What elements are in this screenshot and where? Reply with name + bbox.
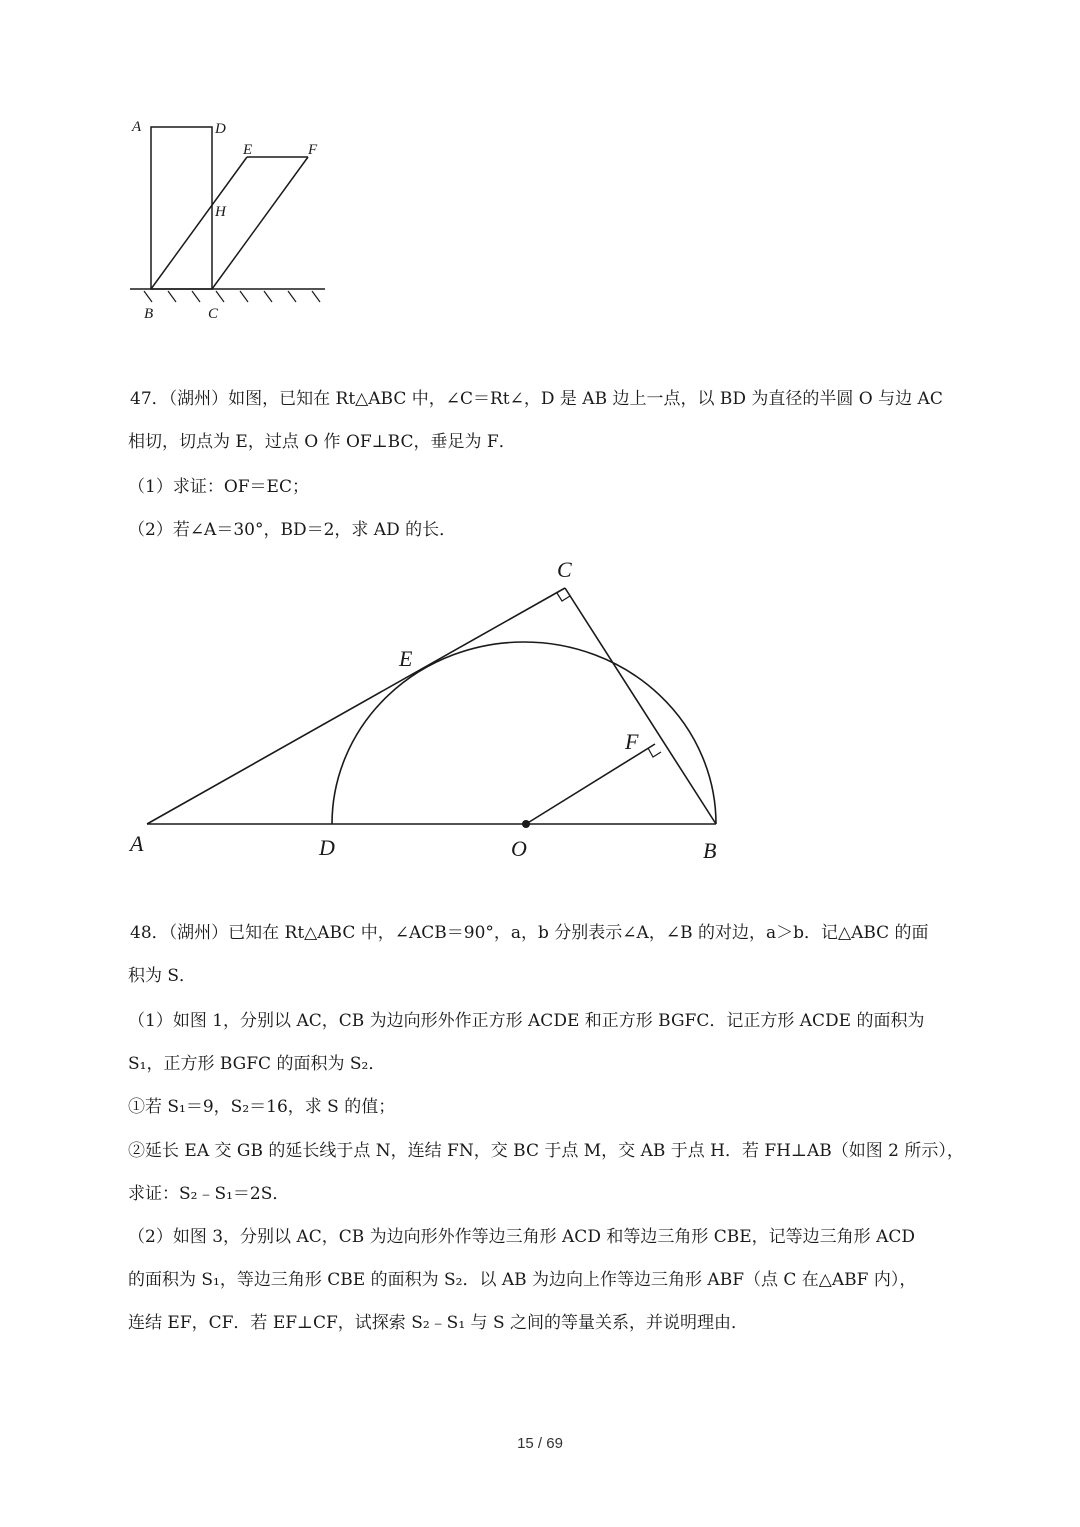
label-O: O [511, 836, 527, 861]
label-C: C [208, 306, 219, 322]
q48-line: ②延长 EA 交 GB 的延长线于点 N，连结 FN，交 BC 于点 M，交 AB 于点 H．若 FH⊥AB（如图 2 所示）， [128, 1141, 964, 1161]
figure-wall-parallelogram [130, 127, 325, 302]
label-E: E [243, 142, 253, 158]
label-E: E [399, 646, 413, 671]
label-D: D [215, 121, 226, 137]
q48-line: 48．（湖州）已知在 Rt△ABC 中，∠ACB＝90°，a，b 分别表示∠A，∠B 的对边，a＞b．记△ABC 的面 [130, 923, 929, 943]
figure2-labels [128, 557, 716, 863]
label-F: F [625, 729, 639, 754]
label-A: A [130, 831, 144, 856]
label-D: D [319, 835, 335, 860]
q48-line: S₁，正方形 BGFC 的面积为 S₂． [128, 1054, 386, 1074]
label-B: B [703, 838, 717, 863]
q47-part2: （2）若∠A＝30°，BD＝2，求 AD 的长． [128, 520, 457, 540]
figure1-labels [131, 119, 318, 322]
label-B: B [144, 306, 154, 322]
q47-line: 相切，切点为 E，过点 O 作 OF⊥BC，垂足为 F． [128, 432, 516, 452]
q48-line: ①若 S₁＝9，S₂＝16，求 S 的值； [128, 1097, 396, 1117]
q48-line: 连结 EF，CF．若 EF⊥CF，试探索 S₂﹣S₁ 与 S 之间的等量关系，并说明理由． [128, 1313, 748, 1333]
q47-part1: （1）求证：OF＝EC； [128, 477, 309, 497]
q47-line: 47．（湖州）如图，已知在 Rt△ABC 中，∠C＝Rt∠，D 是 AB 边上一点，以 BD 为直径的半圆 O 与边 AC [130, 389, 943, 409]
label-H: H [215, 204, 226, 220]
label-F: F [308, 142, 318, 158]
figure-semicircle-triangle [147, 588, 716, 824]
q48-line: 积为 S． [128, 966, 197, 986]
page-number: 15 / 69 [517, 1435, 563, 1452]
label-A: A [132, 119, 142, 135]
q48-line: （1）如图 1，分别以 AC，CB 为边向形外作正方形 ACDE 和正方形 BGFC．记正方形 ACDE 的面积为 [128, 1011, 925, 1031]
center-point-O [522, 820, 530, 828]
q48-line: 求证：S₂﹣S₁＝2S． [128, 1184, 290, 1204]
q48-line: （2）如图 3，分别以 AC，CB 为边向形外作等边三角形 ACD 和等边三角形 CBE，记等边三角形 ACD [128, 1227, 915, 1247]
label-C: C [557, 557, 572, 582]
q48-line: 的面积为 S₁，等边三角形 CBE 的面积为 S₂．以 AB 为边向上作等边三角形 ABF（点 C 在△ABF 内）， [128, 1270, 917, 1290]
